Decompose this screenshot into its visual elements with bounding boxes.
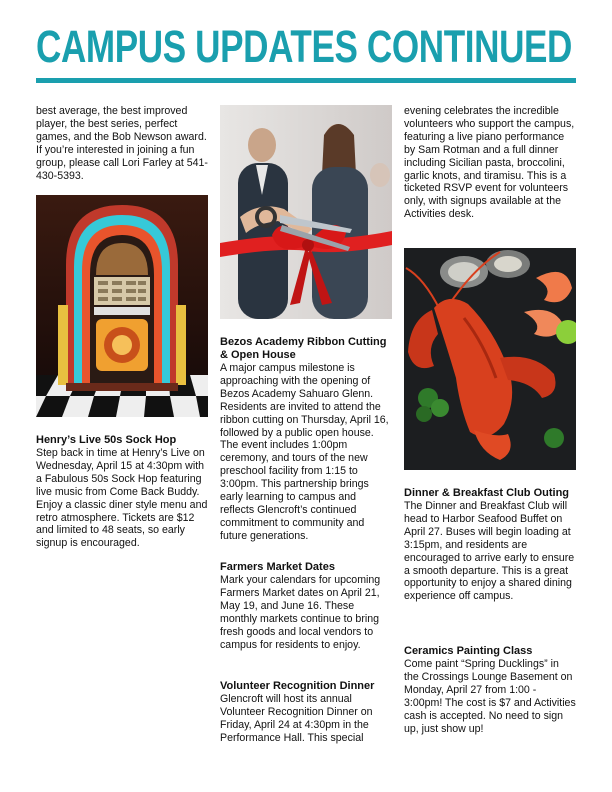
sock-hop-heading: Henry’s Live 50s Sock Hop <box>36 434 177 446</box>
sock-hop-section <box>36 434 208 550</box>
farmers-market-heading: Farmers Market Dates <box>220 561 335 573</box>
farmers-market-section <box>220 561 392 651</box>
volunteer-dinner-section <box>220 680 392 745</box>
ribbon-cutting-body: A major campus milestone is approaching with the opening of Bezos Academy Sahuaro Glenn. Residents are invited to attend the ribbon cutting on Thursday, April 16, followed by a public open house. The event includes 1:00pm ceremony, and tours of the new preschool facility from 1:15 to 3:00pm. This partnership brings early learning to campus and reflects Glencroft’s continued commitment to community and future generations. <box>220 362 389 542</box>
sock-hop-body: Step back in time at Henry’s Live on Wednesday, April 15 at 4:30pm with a Fabulous 50s Sock Hop featuring live music from Come Back Buddy. Enjoy a classic diner style menu and retro atmosphere. Tickets are $12 and limited to 48 seats, so early signup is encouraged. <box>36 447 208 550</box>
dinner-club-body: The Dinner and Breakfast Club will head to Harbor Seafood Buffet on April 27. Buses will begin loading at 3:15pm, and residents are encouraged to arrive early to ensure a smooth departure. This is a great opportunity to enjoy a shared dining experience off campus. <box>404 500 575 603</box>
lobster-seafood-photo <box>404 248 576 470</box>
volunteer-dinner-continued-text: evening celebrates the incredible volunteers who support the campus, featuring a live piano performance by Sam Rotman and a full dinner including Sicilian pasta, broccolini, garlic knots, and tiramisu. This is a ticketed RSVP event for volunteers only, with signups available at the Activities desk. <box>404 105 575 221</box>
jukebox-photo <box>36 195 208 417</box>
volunteer-dinner-body: Glencroft will host its annual Volunteer Recognition Dinner on Friday, April 24 at 4:30pm in the Performance Hall. This special <box>220 693 373 744</box>
farmers-market-body: Mark your calendars for upcoming Farmers Market dates on April 21, May 19, and June 16. These monthly markets continue to bring fresh goods and local vendors to campus for residents to enjoy. <box>220 574 381 651</box>
bowling-intro-continued <box>36 105 208 182</box>
dinner-club-section <box>404 487 576 603</box>
ceramics-body: Come paint “Spring Ducklings” in the Crossings Lounge Basement on Monday, April 27 from 1:00 - 3:00pm! The cost is $7 and Activities cash is accepted. No need to sign up, just show up! <box>404 658 576 735</box>
volunteer-dinner-continued <box>404 105 576 221</box>
ribbon-cutting-section <box>220 336 392 543</box>
volunteer-dinner-heading: Volunteer Recognition Dinner <box>220 680 375 692</box>
ceramics-section <box>404 645 576 735</box>
bowling-intro-text: best average, the best improved player, the best series, perfect games, and the Bob Newson award. If you’re interested in joining a fun group, please call Lori Farley at 541-430-5393. <box>36 105 208 182</box>
page-title: CAMPUS UPDATES CONTINUED <box>36 21 573 72</box>
title-divider <box>36 78 576 83</box>
dinner-club-heading: Dinner & Breakfast Club Outing <box>404 487 570 499</box>
ceramics-heading: Ceramics Painting Class <box>404 645 533 657</box>
ribbon-cutting-heading: Bezos Academy Ribbon Cutting & Open House <box>220 336 387 361</box>
ribbon-cutting-photo <box>220 105 392 319</box>
